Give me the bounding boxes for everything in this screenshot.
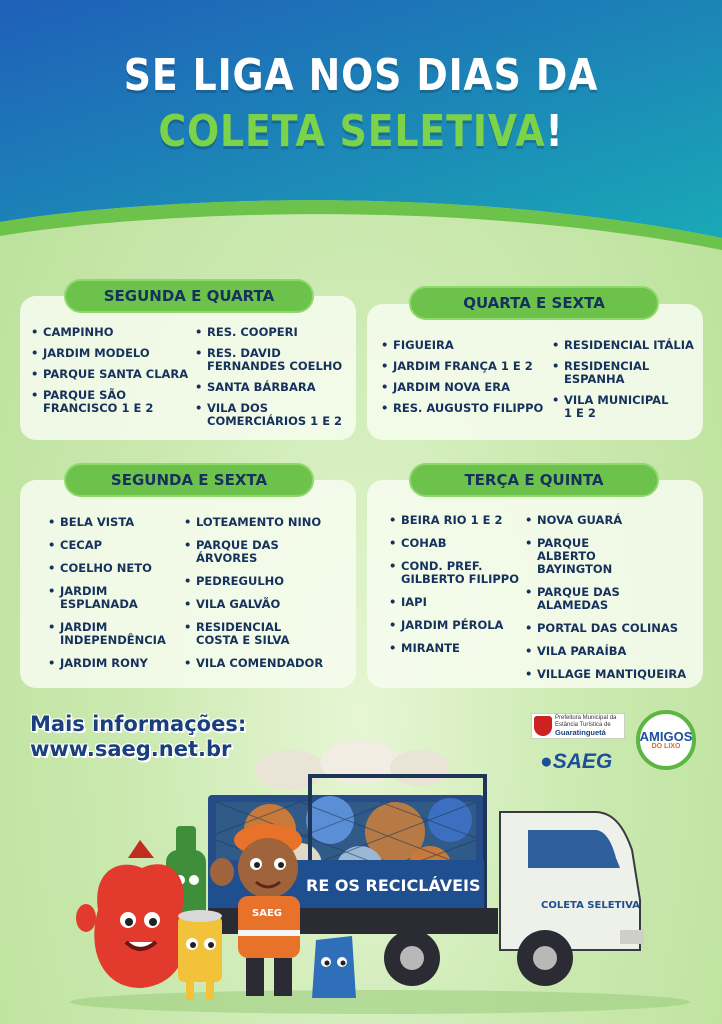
neighborhood-item: • VILLAGE MANTIQUEIRA <box>525 668 700 681</box>
neighborhood-list-right <box>195 326 355 428</box>
neighborhood-item: • PARQUE SÃO FRANCISCO 1 E 2 <box>31 389 161 415</box>
neighborhood-list-right <box>525 514 700 681</box>
prefeitura-line-1: Prefeitura Municipal da <box>555 714 617 721</box>
ground-shadow <box>70 990 690 1014</box>
neighborhood-item: • VILA DOS COMERCIÁRIOS 1 E 2 <box>195 402 353 428</box>
saeg-logo-text: SAEG <box>552 750 613 773</box>
neighborhood-item: • CECAP <box>48 539 186 552</box>
neighborhood-item: • LOTEAMENTO NINO <box>184 516 354 529</box>
neighborhood-item: • NOVA GUARÁ <box>525 514 700 527</box>
neighborhood-item: • JARDIM PÉROLA <box>389 619 531 632</box>
saeg-drop-icon: ● <box>540 750 553 773</box>
days-label-segunda-quarta: SEGUNDA E QUARTA <box>64 279 314 313</box>
neighborhood-list-left <box>381 339 551 415</box>
title-exclamation: ! <box>545 106 564 157</box>
neighborhood-item: • VILA COMENDADOR <box>184 657 354 670</box>
neighborhood-item: • VILA MUNICIPAL 1 E 2 <box>552 394 677 420</box>
prefeitura-line-2: Estância Turística de <box>555 721 611 728</box>
title-line-1: SE LIGA NOS DIAS DA <box>123 50 599 101</box>
neighborhood-item: • COND. PREF. GILBERTO FILIPPO <box>389 560 527 586</box>
header-banner <box>0 0 722 250</box>
days-label-quarta-sexta: QUARTA E SEXTA <box>409 286 659 320</box>
neighborhood-item: • BELA VISTA <box>48 516 186 529</box>
blue-bag-mascot <box>312 936 356 998</box>
neighborhood-item: • MIRANTE <box>389 642 531 655</box>
neighborhood-list-left <box>389 514 531 655</box>
neighborhood-item: • PARQUE DAS ÁRVORES <box>184 539 294 565</box>
neighborhood-item: • SANTA BÁRBARA <box>195 381 355 394</box>
neighborhood-item: • RES. DAVID FERNANDES COELHO <box>195 347 353 373</box>
website-link[interactable]: www.saeg.net.br <box>30 737 232 761</box>
neighborhood-item: • VILA GALVÃO <box>184 598 354 611</box>
worker-shirt-text: SAEG <box>252 908 282 919</box>
neighborhood-item: • PARQUE SANTA CLARA <box>31 368 191 381</box>
prefeitura-text <box>555 715 616 738</box>
neighborhood-item: • RESIDENCIAL ESPANHA <box>552 360 662 386</box>
title-highlight: COLETA SELETIVA <box>158 106 546 157</box>
neighborhood-item: • RESIDENCIAL COSTA E SILVA <box>184 621 314 647</box>
neighborhood-item: • PARQUE DAS ALAMEDAS <box>525 586 625 612</box>
truck-side-text: RE OS RECICLÁVEIS <box>306 876 481 895</box>
neighborhood-item: • PARQUE ALBERTO BAYINGTON <box>525 537 645 576</box>
neighborhood-item: • IAPI <box>389 596 531 609</box>
more-info-label: Mais informações: <box>30 712 247 736</box>
neighborhood-list-right <box>184 516 354 670</box>
amigos-logo-top: AMIGOS <box>639 728 693 744</box>
can-mascot <box>178 910 222 1000</box>
neighborhood-item: • COHAB <box>389 537 531 550</box>
neighborhood-item: • FIGUEIRA <box>381 339 551 352</box>
neighborhood-list-left <box>48 516 186 670</box>
neighborhood-item: • JARDIM MODELO <box>31 347 191 360</box>
neighborhood-item: • RESIDENCIAL ITÁLIA <box>552 339 702 352</box>
recycling-truck-illustration <box>0 740 722 1024</box>
days-label-terca-quinta: TERÇA E QUINTA <box>409 463 659 497</box>
neighborhood-item: • VILA PARAÍBA <box>525 645 700 658</box>
neighborhood-list-right <box>552 339 702 420</box>
neighborhood-item: • PORTAL DAS COLINAS <box>525 622 700 635</box>
neighborhood-item: • COELHO NETO <box>48 562 186 575</box>
neighborhood-item: • JARDIM INDEPENDÊNCIA <box>48 621 178 647</box>
neighborhood-item: • RES. COOPERI <box>195 326 355 339</box>
truck-door-text: COLETA SELETIVA <box>541 900 640 911</box>
neighborhood-list-left <box>31 326 191 415</box>
prefeitura-logo <box>531 713 625 739</box>
amigos-logo-bottom: DO LIXO <box>651 742 681 750</box>
neighborhood-item: • JARDIM ESPLANADA <box>48 585 148 611</box>
neighborhood-item: • JARDIM FRANÇA 1 E 2 <box>381 360 551 373</box>
neighborhood-item: • RES. AUGUSTO FILIPPO <box>381 402 551 415</box>
prefeitura-city: Guaratinguetá <box>555 727 606 737</box>
neighborhood-item: • CAMPINHO <box>31 326 191 339</box>
days-label-segunda-sexta: SEGUNDA E SEXTA <box>64 463 314 497</box>
neighborhood-item: • JARDIM RONY <box>48 657 186 670</box>
neighborhood-item: • JARDIM NOVA ERA <box>381 381 551 394</box>
truck-cab <box>500 812 644 950</box>
city-crest-icon <box>534 716 552 736</box>
truck-wheels <box>384 930 573 986</box>
neighborhood-item: • PEDREGULHO <box>184 575 354 588</box>
title-line-2 <box>51 106 672 157</box>
neighborhood-item: • BEIRA RIO 1 E 2 <box>389 514 531 527</box>
